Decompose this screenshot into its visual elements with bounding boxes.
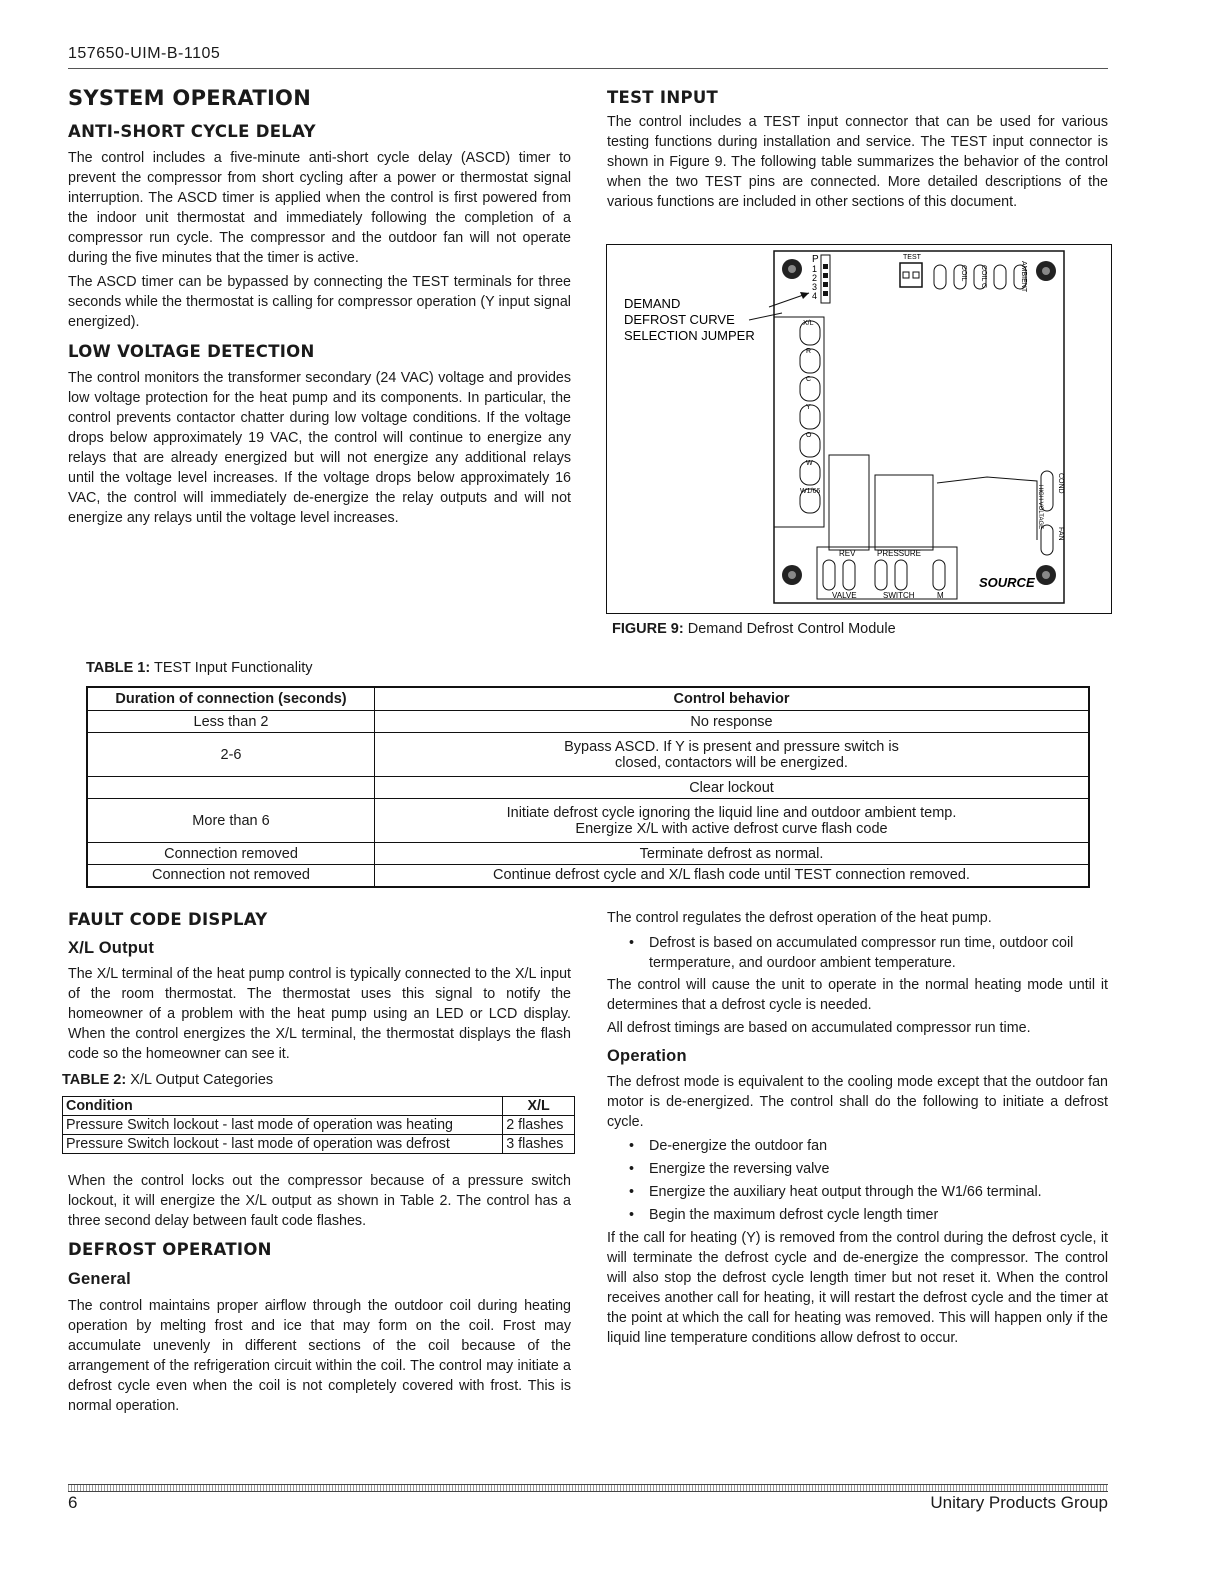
svg-text:Y: Y (806, 404, 811, 411)
table-row: Connection not removed Continue defrost cycle and X/L flash code until TEST connection removed. (87, 865, 1089, 887)
terminal-block (774, 317, 824, 527)
table-2 (62, 1096, 575, 1154)
table-row: Connection removed Terminate defrost as normal. (87, 843, 1089, 865)
pressure-label: PRESSURE (877, 549, 922, 558)
figure-9-caption: FIGURE 9: Demand Defrost Control Module (612, 621, 896, 637)
valve-label: VALVE (832, 591, 857, 600)
relay-middle (875, 475, 933, 550)
svg-text:X/L: X/L (803, 320, 814, 327)
table-row: Less than 2 No response (87, 711, 1089, 733)
defrost-intro: The control regulates the defrost operation of the heat pump. (607, 910, 992, 926)
section-title: SYSTEM OPERATION (68, 86, 312, 110)
source-logo: SOURCE (979, 575, 1035, 590)
list-item: • Energize the auxiliary heat output through the W1/66 terminal. (607, 1182, 1108, 1202)
list-item: • Energize the reversing valve (607, 1159, 1108, 1179)
table-1-header-duration: Duration of connection (seconds) (87, 687, 375, 711)
svg-text:W: W (806, 460, 813, 467)
table-1-header-behavior: Control behavior (375, 687, 1090, 711)
fan-connector (1041, 525, 1053, 555)
callout-selection-jumper: SELECTION JUMPER (624, 328, 755, 343)
high-voltage-label: HIGH VOLTAGE (1037, 485, 1043, 530)
table-2-caption: TABLE 2: X/L Output Categories (62, 1072, 274, 1088)
footer-company: Unitary Products Group (930, 1493, 1108, 1512)
rev-label: REV (839, 549, 856, 558)
table-2-header-condition: Condition (63, 1097, 503, 1116)
svg-text:R: R (806, 348, 812, 355)
control-module-diagram (607, 245, 1111, 613)
fault-heading: FAULT CODE DISPLAY (68, 910, 268, 929)
table-1 (86, 686, 1090, 888)
fault-paragraph-2: When the control locks out the compressor because of a pressure switch lockout, it will energize the X/L output as shown in Table 2. The control has a three second delay between fault code flashes. (68, 1173, 571, 1229)
coil-c-label: COIL C (980, 265, 987, 289)
table-row: Clear lockout (87, 777, 1089, 799)
operation-steps-list (607, 1136, 1108, 1228)
operation-paragraph-1: The defrost mode is equivalent to the cooling mode except that the outdoor fan motor is de-energized. The control shall do the following to initiate a defrost cycle. (607, 1074, 1108, 1130)
ascd-heading: ANTI-SHORT CYCLE DELAY (68, 122, 316, 141)
svg-text:3: 3 (812, 282, 818, 292)
table-row: More than 6 Initiate defrost cycle ignoring the liquid line and outdoor ambient temp. Energize X/L with active defrost curve flash code (87, 799, 1089, 843)
general-paragraph: The control maintains proper airflow through the outdoor coil during heating operation by melting frost and ice that may form on the coil. Frost may accumulate unevenly in different sections of the coil because of the arrangement of the refrigeration circuit within the coil. The control may initiate a defrost cycle even when the coil is not completely covered with frost. This is normal operation. (68, 1298, 571, 1414)
svg-text:W1/66: W1/66 (800, 488, 821, 495)
svg-text:4: 4 (812, 291, 818, 301)
document-id: 157650-UIM-B-1105 (68, 45, 221, 62)
defrost-paragraph-3: All defrost timings are based on accumulated compressor run time. (607, 1020, 1031, 1036)
cond-label: COND (1057, 473, 1064, 494)
pin-label-p: P (812, 254, 819, 265)
svg-text:O: O (806, 432, 812, 439)
relay-left (829, 455, 869, 550)
ascd-paragraph-1: The control includes a five-minute anti-short cycle delay (ASCD) timer to prevent the compressor from short cycling after a power or thermostat signal interruption. The ASCD timer is applied when the control is first powered from the indoor unit thermostat and immediately following the completion of a compressor run cycle. The compressor and the outdoor fan will not operate during the five minutes that the timer is active. (68, 150, 571, 266)
figure-9-frame (606, 244, 1112, 614)
table-1-caption: TABLE 1: TEST Input Functionality (86, 660, 313, 676)
operation-heading: Operation (607, 1047, 687, 1065)
defrost-heading: DEFROST OPERATION (68, 1240, 272, 1259)
footer-rule (68, 1484, 1108, 1492)
svg-text:C: C (806, 376, 812, 383)
list-item: • Begin the maximum defrost cycle length timer (607, 1205, 1108, 1225)
fault-paragraph-1: The X/L terminal of the heat pump control is typically connected to the X/L input of the room thermostat. The thermostat uses this signal to notify the homeowner of a problem with the heat pump using an LED or LCD display. When the control energizes the X/L terminal, the thermostat displays the flash code so the homeowner can see it. (68, 966, 571, 1062)
operation-paragraph-2: If the call for heating (Y) is removed from the control during the defrost cycle, it will terminate the defrost cycle and de-energize the compressor. The control will also stop the defrost cycle length timer but not reset it. When the control receives another call for heating, it will restart the defrost cycle and the timer at the point at which the call for heating was removed. This will happen only if the liquid line temperature conditions allow defrost to occur. (607, 1230, 1108, 1346)
lvd-paragraph: The control monitors the transformer secondary (24 VAC) voltage and provides low voltage protection for the heat pump and its components. In particular, the control prevents contactor chatter during low voltage conditions. If the voltage drops below approximately 19 VAC, the control will continue to energize any relays that are already energized but will not energize any additional relays until the voltage level increases. If the voltage drops below approximately 16 VAC, the control will immediately de-energize the relay outputs and will not energize any relays until the voltage level increases. (68, 370, 571, 526)
callout-defrost-curve: DEFROST CURVE (624, 312, 735, 327)
page-number: 6 (68, 1493, 78, 1512)
xl-output-heading: X/L Output (68, 939, 155, 957)
test-input-paragraph: The control includes a TEST input connector that can be used for various testing functions during installation and service. The TEST input connector is shown in Figure 9. The following table summarizes the behavior of the control when the two TEST pins are connected. More detailed descriptions of the various functions are included in other sections of this document. (607, 114, 1108, 210)
general-heading: General (68, 1270, 131, 1288)
coil-label: COIL (960, 265, 967, 282)
table-2-header-xl: X/L (503, 1097, 575, 1116)
list-item: • De-energize the outdoor fan (607, 1136, 1108, 1156)
table-row: Pressure Switch lockout - last mode of operation was defrost 3 flashes (63, 1135, 575, 1154)
defrost-basis-list (607, 933, 1108, 976)
table-row: Pressure Switch lockout - last mode of operation was heating 2 flashes (63, 1116, 575, 1135)
ambient-label: AMBIENT (1020, 261, 1027, 293)
list-item: • Defrost is based on accumulated compressor run time, outdoor coil termperature, and ourdoor ambient temperature. (607, 933, 1108, 973)
lvd-heading: LOW VOLTAGE DETECTION (68, 342, 315, 361)
switch-label: SWITCH (883, 591, 915, 600)
table-row: 2-6 Bypass ASCD. If Y is present and pressure switch is closed, contactors will be energized. (87, 733, 1089, 777)
m-label: M (937, 591, 944, 600)
test-input-heading: TEST INPUT (607, 88, 719, 107)
ascd-paragraph-2: The ASCD timer can be bypassed by connecting the TEST terminals for three seconds while the thermostat is calling for compressor operation (Y input signal energized). (68, 274, 571, 330)
coil-sensor-connectors (934, 265, 1026, 289)
svg-text:1: 1 (812, 264, 818, 274)
svg-text:2: 2 (812, 273, 818, 283)
callout-demand: DEMAND (624, 296, 681, 311)
fan-label: FAN (1057, 527, 1064, 541)
test-label: TEST (903, 254, 921, 261)
header-rule (68, 68, 1108, 69)
defrost-paragraph-2: The control will cause the unit to operate in the normal heating mode until it determines that a defrost cycle is needed. (607, 977, 1108, 1013)
